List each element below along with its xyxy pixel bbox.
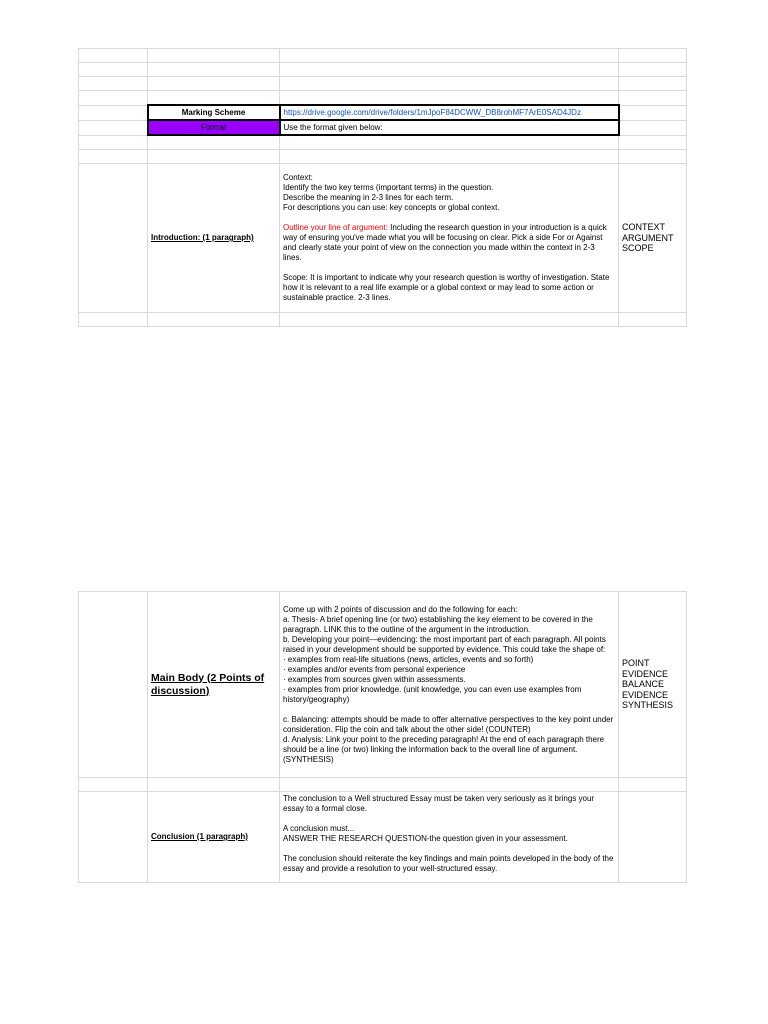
introduction-title: Introduction: (1 paragraph) [148, 164, 280, 313]
empty-row [79, 77, 687, 91]
keyword: CONTEXT [622, 222, 666, 233]
conclusion-line: The conclusion should reiterate the key findings and main points developed in the body of the essay and provide a resolution to your well-structured essay. [283, 854, 614, 873]
argument-text: Including the research question in your introduction is a quick way of ensuring you've made what you will be focusing on clear. Pick a side For or Against and clearly state your point of view on the connection you made within the context in 2-3 lines. [283, 222, 607, 262]
intro-line: Identify the two key terms (important terms) in the question. [283, 182, 494, 192]
top-sheet [78, 48, 687, 327]
introduction-row [79, 164, 687, 313]
conclusion-line: The conclusion to a Well structured Essay must be taken very seriously as it brings your essay to a formal close. [283, 794, 595, 813]
main-line: d. Analysis: Link your point to the preceding paragraph! At the end of each paragraph there should be a line (or two) linking the information back to the overall line of argument. (SYNTHESIS) [283, 734, 605, 764]
keyword: SCOPE [622, 243, 654, 254]
conclusion-title: Conclusion (1 paragraph) [148, 792, 280, 883]
format-value: Use the format given below: [280, 120, 619, 135]
keyword: SYNTHESIS [622, 700, 674, 711]
main-line: b. Developing your point—evidencing: the most important part of each paragraph. All points raised in your development should be supported by evidence. This could take the shape of: [283, 634, 606, 654]
main-body-keywords [619, 592, 687, 778]
keyword: EVIDENCE [622, 689, 669, 700]
marking-scheme-label: Marking Scheme [148, 105, 280, 120]
main-body-row [79, 592, 687, 778]
empty-row [79, 49, 687, 63]
introduction-content [280, 164, 619, 313]
marking-scheme-link[interactable]: https://drive.google.com/drive/folders/1mJpoF84DCWW_DB8rohMF7ArE0SAD4JDz [280, 105, 619, 120]
conclusion-content [280, 792, 619, 883]
marking-scheme-row [79, 105, 687, 120]
empty-row [79, 313, 687, 327]
main-body-title: Main Body (2 Points of discussion) [148, 592, 280, 778]
empty-row [79, 778, 687, 792]
format-row [79, 120, 687, 135]
empty-row [79, 135, 687, 150]
scope-paragraph: Scope: It is important to indicate why your research question is worthy of investigation. State how it is relevant to a real life example or a global context or may lead to some action or sustainable practice. 2-3 lines. [283, 272, 610, 302]
introduction-keywords [619, 164, 687, 313]
argument-paragraph [283, 223, 615, 263]
conclusion-line: A conclusion must... [283, 824, 355, 833]
empty-row [79, 91, 687, 106]
keyword: BALANCE [622, 679, 665, 690]
bottom-sheet [78, 591, 687, 883]
empty-row [79, 63, 687, 77]
keyword: POINT [622, 658, 650, 669]
main-body-content [280, 592, 619, 778]
main-line: c. Balancing: attempts should be made to offer alternative perspectives to the key point under consideration. Flip the coin and talk about the other side! (COUNTER) [283, 714, 614, 734]
main-line: Come up with 2 points of discussion and do the following for each: [283, 604, 518, 614]
main-line: · examples and/or events from personal experience [283, 664, 466, 674]
conclusion-line: ANSWER THE RESEARCH QUESTION-the question given in your assessment. [283, 834, 568, 843]
intro-line: Context: [283, 172, 313, 182]
empty-row [79, 150, 687, 164]
keyword: EVIDENCE [622, 668, 669, 679]
conclusion-row [79, 792, 687, 883]
main-line: · examples from sources given within assessments. [283, 674, 466, 684]
main-line: · examples from real-life situations (news, articles, events and so forth) [283, 654, 534, 664]
format-label: Format [148, 120, 280, 135]
main-line: · examples from prior knowledge. (unit knowledge, you can even use examples from history/geography) [283, 684, 582, 704]
main-line: a. Thesis- A brief opening line (or two) establishing the key element to be covered in the paragraph. LINK this to the outline of the argument in the introduction. [283, 614, 593, 634]
intro-line: Describe the meaning in 2-3 lines for each term. [283, 192, 454, 202]
keyword: ARGUMENT [622, 232, 674, 243]
argument-lead: Outline your line of argument: [283, 222, 388, 232]
intro-line: For descriptions you can use: key concepts or global context. [283, 202, 500, 212]
